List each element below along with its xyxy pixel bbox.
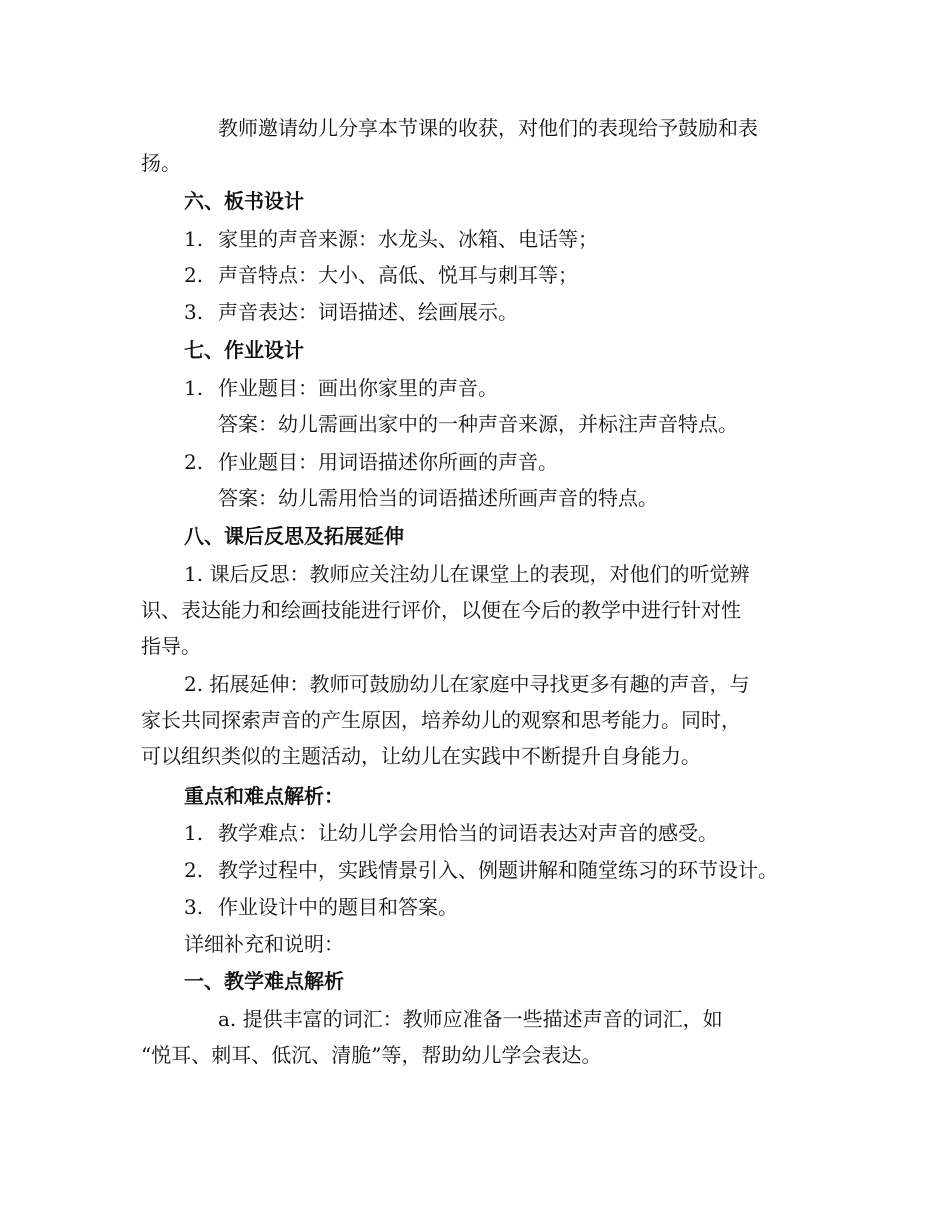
list-text: 声音表达：词语描述、绘画展示。 <box>218 300 518 324</box>
list-item <box>184 858 778 882</box>
list-number: 2. <box>184 858 204 882</box>
list-item <box>184 895 458 919</box>
list-item <box>184 263 578 287</box>
list-item <box>184 227 598 251</box>
paragraph-line: “悦耳、刺耳、低沉、清脆”等，帮助幼儿学会表达。 <box>141 1043 602 1067</box>
list-number: 1. <box>184 376 204 400</box>
list-item <box>184 821 718 845</box>
section-heading-reflection: 八、课后反思及拓展延伸 <box>184 524 404 548</box>
intro-paragraph-line-2: 扬。 <box>141 151 181 175</box>
list-text: 作业题目：用词语描述你所画的声音。 <box>218 450 558 474</box>
list-text: 家里的声音来源：水龙头、冰箱、电话等； <box>218 227 598 251</box>
list-text: 作业题目：画出你家里的声音。 <box>218 376 498 400</box>
paragraph-line: 可以组织类似的主题活动，让幼儿在实践中不断提升自身能力。 <box>141 744 701 768</box>
list-item <box>184 450 558 474</box>
section-heading-key-points: 重点和难点解析： <box>184 784 344 808</box>
list-number: 2. <box>184 263 204 287</box>
list-number: 3. <box>184 300 204 324</box>
paragraph-line: 识、表达能力和绘画技能进行评价，以便在今后的教学中进行针对性 <box>141 598 741 622</box>
list-number: 2. <box>184 450 204 474</box>
list-text: 教学难点：让幼儿学会用恰当的词语表达对声音的感受。 <box>218 821 718 845</box>
detail-label: 详细补充和说明： <box>184 932 344 956</box>
answer-text: 答案：幼儿需画出家中的一种声音来源，并标注声音特点。 <box>218 412 738 436</box>
intro-paragraph-line-1: 教师邀请幼儿分享本节课的收获，对他们的表现给予鼓励和表 <box>218 116 758 140</box>
paragraph-line: 1. 课后反思：教师应关注幼儿在课堂上的表现，对他们的听觉辨 <box>184 562 750 586</box>
paragraph-line: 家长共同探索声音的产生原因，培养幼儿的观察和思考能力。同时， <box>141 708 741 732</box>
section-heading-difficulty-analysis: 一、教学难点解析 <box>184 969 344 993</box>
section-heading-board-design: 六、板书设计 <box>184 189 304 213</box>
list-text: 声音特点：大小、高低、悦耳与刺耳等； <box>218 263 578 287</box>
answer-text: 答案：幼儿需用恰当的词语描述所画声音的特点。 <box>218 486 658 510</box>
paragraph-line: a. 提供丰富的词汇：教师应准备一些描述声音的词汇，如 <box>218 1007 723 1031</box>
list-text: 作业设计中的题目和答案。 <box>218 895 458 919</box>
section-heading-homework-design: 七、作业设计 <box>184 338 304 362</box>
list-item <box>184 300 518 324</box>
paragraph-line: 指导。 <box>141 634 201 658</box>
list-number: 3. <box>184 895 204 919</box>
list-text: 教学过程中，实践情景引入、例题讲解和随堂练习的环节设计。 <box>218 858 778 882</box>
paragraph-line: 2. 拓展延伸：教师可鼓励幼儿在家庭中寻找更多有趣的声音，与 <box>184 672 750 696</box>
list-number: 1. <box>184 821 204 845</box>
list-number: 1. <box>184 227 204 251</box>
list-item <box>184 376 498 400</box>
